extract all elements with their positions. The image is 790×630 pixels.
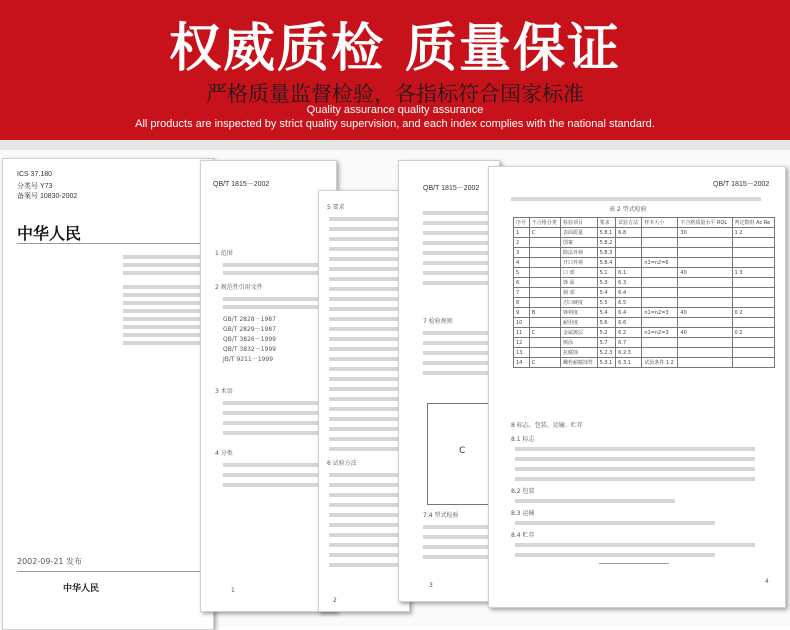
table-cell: [678, 358, 732, 368]
text-block: [329, 493, 407, 497]
banner-english-line-1: Quality assurance quality assurance: [306, 104, 484, 116]
section-title: 8.2 包装: [511, 488, 535, 495]
table-cell: [529, 318, 560, 328]
table-cell: [642, 348, 678, 358]
text-block: [329, 257, 407, 261]
banner-title: 权威质检 质量保证: [168, 19, 622, 79]
text-block: [329, 387, 407, 391]
table-cell: 5.1: [597, 268, 616, 278]
table-cell: C: [529, 328, 560, 338]
table-cell: 5.3: [597, 278, 616, 288]
text-block: [329, 357, 407, 361]
table-cell: 6.5: [616, 298, 642, 308]
table-cell: [642, 268, 678, 278]
text-block: [329, 307, 407, 311]
table-cell: 9: [514, 308, 530, 318]
text-block: [329, 327, 407, 331]
text-block: [423, 361, 495, 365]
table-cell: 2: [514, 238, 530, 248]
table-header-row: [514, 218, 775, 228]
text-block: [223, 305, 323, 309]
table-cell: [678, 298, 732, 308]
table-cell: 5.8.1: [597, 228, 616, 238]
text-block: [423, 351, 495, 355]
rule: [17, 243, 213, 244]
text-block: [423, 271, 495, 275]
text-block: [223, 473, 323, 477]
text-block: [329, 297, 407, 301]
table-cell: [642, 228, 678, 238]
table-cell: [529, 238, 560, 248]
text-block: [329, 277, 407, 281]
reference: JB/T 9211－1999: [223, 356, 274, 363]
table-cell: [678, 318, 732, 328]
column-header: 判定数组 Ac Re: [732, 218, 774, 228]
text-block: [223, 411, 323, 415]
text-block: [515, 521, 715, 525]
doc-publish-date: 2002-09-21 发布: [17, 557, 83, 566]
table-cell: 13: [514, 348, 530, 358]
section-title: 5 要求: [327, 204, 345, 211]
text-block: [329, 563, 407, 567]
table-cell: 5.4: [597, 288, 616, 298]
text-block: [329, 427, 407, 431]
type-inspection-table: [513, 217, 775, 368]
table-cell: 6.4: [616, 288, 642, 298]
table-cell: [616, 238, 642, 248]
table-row: [514, 238, 775, 248]
section-title: 6 试验方法: [327, 460, 357, 467]
table-cell: [732, 358, 774, 368]
table-cell: B: [529, 308, 560, 318]
text-block: [423, 555, 495, 559]
text-block: [515, 553, 715, 557]
text-block: [329, 503, 407, 507]
page-number: 3: [429, 582, 433, 589]
table-cell: 5.2.3: [597, 348, 616, 358]
table-cell: 耐用度: [561, 318, 598, 328]
table-row: [514, 348, 775, 358]
table-cell: 10: [514, 318, 530, 328]
doc-footer: 中华人民: [63, 584, 100, 594]
text-block: [123, 263, 203, 267]
table-cell: 刃口硬度: [561, 298, 598, 308]
reference: QB/T 3832－1999: [223, 346, 276, 353]
text-block: [515, 477, 755, 481]
table-cell: [732, 248, 774, 258]
table-cell: 5.3.1: [597, 358, 616, 368]
rule: [17, 571, 213, 572]
column-header: 不合格质量水平 RQL: [678, 218, 732, 228]
text-block: [423, 251, 495, 255]
table-cell: [529, 268, 560, 278]
table-cell: [616, 258, 642, 268]
table-cell: [642, 338, 678, 348]
text-block: [223, 263, 323, 267]
table-cell: 除法外观: [561, 248, 598, 258]
text-block: [329, 317, 407, 321]
text-block: [515, 499, 675, 503]
table-cell: 锋 面: [561, 278, 598, 288]
table-cell: 5.7: [597, 338, 616, 348]
text-block: [329, 543, 407, 547]
table-cell: 图案: [561, 238, 598, 248]
table-cell: 螺栓耐腐蚀性: [561, 358, 598, 368]
section-title: 8.1 标志: [511, 436, 535, 443]
text-block: [423, 545, 495, 549]
table-cell: 3: [514, 248, 530, 258]
text-block: [223, 463, 323, 467]
text-block: [515, 467, 755, 471]
text-block: [123, 325, 203, 329]
table-row: [514, 298, 775, 308]
table-cell: [642, 278, 678, 288]
text-block: [423, 341, 495, 345]
table-cell: 0 2: [732, 308, 774, 318]
banner-divider: [0, 140, 790, 150]
end-rule: [599, 563, 669, 564]
table-cell: 6: [514, 278, 530, 288]
table-cell: 5: [514, 268, 530, 278]
table-cell: 抗腐蚀: [561, 348, 598, 358]
table-cell: [529, 338, 560, 348]
table-title: 表 2 型式检验: [609, 206, 647, 213]
text-block: [329, 347, 407, 351]
table-cell: 40: [678, 268, 732, 278]
section-title: 3 术语: [215, 388, 233, 395]
table-cell: 5.6: [597, 318, 616, 328]
table-row: [514, 318, 775, 328]
table-cell: 柄 部: [561, 288, 598, 298]
text-block: [123, 301, 203, 305]
table-cell: [642, 288, 678, 298]
reference: GB/T 2829－1987: [223, 326, 276, 333]
table-cell: 6.7: [616, 338, 642, 348]
table-cell: n1=n2=3: [642, 308, 678, 318]
column-header: 检验项目: [561, 218, 598, 228]
table-cell: [642, 298, 678, 308]
table-cell: 6.6: [616, 318, 642, 328]
text-block: [511, 197, 761, 201]
text-block: [515, 543, 755, 547]
banner-english-line-2: All products are inspected by strict quality supervision, and each index complies with the national standard.: [135, 118, 655, 130]
table-cell: [678, 258, 732, 268]
text-block: [329, 397, 407, 401]
table-cell: [732, 318, 774, 328]
text-block: [329, 337, 407, 341]
table-row: [514, 248, 775, 258]
text-block: [329, 267, 407, 271]
table-cell: 1 3: [732, 268, 774, 278]
text-block: [329, 217, 407, 221]
table-cell: C: [459, 446, 466, 456]
table-cell: n1=n2=3: [642, 328, 678, 338]
doc-class: 分类号 Y73: [17, 183, 53, 190]
text-block: [329, 473, 407, 477]
table-cell: 6.8: [616, 228, 642, 238]
text-block: [329, 237, 407, 241]
text-block: [123, 341, 203, 345]
column-header: 试验方法: [616, 218, 642, 228]
table-row: [514, 308, 775, 318]
document-page-cover: [2, 158, 214, 630]
text-block: [223, 271, 323, 275]
doc-ics: ICS 37.180: [17, 171, 53, 178]
text-block: [329, 553, 407, 557]
table-cell: 6.4: [616, 308, 642, 318]
text-block: [423, 211, 495, 215]
page-number: 1: [231, 587, 235, 594]
text-block: [329, 377, 407, 381]
table-cell: 1: [514, 228, 530, 238]
text-block: [329, 513, 407, 517]
doc-code: QB/T 1815－2002: [213, 181, 270, 188]
table-row: [514, 278, 775, 288]
document-page-4: [398, 160, 500, 602]
text-block: [423, 535, 495, 539]
text-block: [329, 417, 407, 421]
table-cell: 6.3: [616, 278, 642, 288]
page-number: 2: [333, 597, 337, 604]
table-cell: 6.2: [616, 328, 642, 338]
text-block: [515, 457, 755, 461]
table-cell: 喷涂: [561, 338, 598, 348]
text-block: [515, 447, 755, 451]
table-row: [514, 258, 775, 268]
table-cell: 0 2: [732, 328, 774, 338]
document-page-5: [488, 166, 786, 608]
text-block: [123, 271, 203, 275]
table-cell: 表面质量: [561, 228, 598, 238]
section-title: 8.3 运输: [511, 510, 535, 517]
section-title: 7.4 型式检验: [423, 512, 459, 519]
table-cell: 12: [514, 338, 530, 348]
table-cell: C: [529, 228, 560, 238]
text-block: [329, 437, 407, 441]
table-cell: 锋利度: [561, 308, 598, 318]
table-cell: [642, 318, 678, 328]
document-stack: [0, 150, 790, 627]
table-cell: [529, 288, 560, 298]
section-title: 8.4 贮存: [511, 532, 535, 539]
doc-code: QB/T 1815－2002: [423, 185, 480, 192]
text-block: [423, 261, 495, 265]
banner-subtitle: 严格质量监督检验，各指标符合国家标准: [206, 82, 584, 106]
doc-heading: 中华人民: [17, 224, 82, 243]
text-block: [329, 523, 407, 527]
table-cell: [732, 238, 774, 248]
table-cell: [529, 348, 560, 358]
table-cell: 6.1: [616, 268, 642, 278]
section-title: 4 分类: [215, 450, 233, 457]
table-cell: 5.2: [597, 328, 616, 338]
text-block: [423, 525, 495, 529]
table-row: [514, 338, 775, 348]
table-cell: 40: [678, 308, 732, 318]
reference: QB/T 3826－1999: [223, 336, 276, 343]
table-row: [514, 288, 775, 298]
table-cell: [642, 248, 678, 258]
text-block: [123, 309, 203, 313]
text-block: [329, 287, 407, 291]
table-cell: 试验条件 1 2: [642, 358, 678, 368]
text-block: [123, 285, 203, 289]
text-block: [223, 401, 323, 405]
table-cell: 5.8.4: [597, 258, 616, 268]
page-number: 4: [765, 578, 769, 585]
table-cell: [732, 348, 774, 358]
table-cell: 5.8.3: [597, 248, 616, 258]
table-cell: 8: [514, 298, 530, 308]
text-block: [123, 293, 203, 297]
table-cell: [529, 278, 560, 288]
table-cell: 11: [514, 328, 530, 338]
table-cell: [678, 278, 732, 288]
text-block: [123, 317, 203, 321]
section-title: 1 范围: [215, 250, 233, 257]
document-page-3: [318, 190, 410, 612]
text-block: [329, 533, 407, 537]
table-cell: [642, 238, 678, 248]
section-title: 2 规范性引用文件: [215, 284, 263, 291]
doc-reg: 备案号 10830-2002: [17, 193, 78, 200]
table-cell: [732, 338, 774, 348]
table-cell: [732, 278, 774, 288]
column-header: 样本大小: [642, 218, 678, 228]
table-cell: 开口外观: [561, 258, 598, 268]
text-block: [423, 241, 495, 245]
table-cell: 口 部: [561, 268, 598, 278]
table-cell: 14: [514, 358, 530, 368]
doc-code: QB/T 1815－2002: [713, 181, 770, 188]
table-cell: 5.4: [597, 308, 616, 318]
text-block: [329, 483, 407, 487]
text-block: [423, 231, 495, 235]
section-title: 7 检验规则: [423, 318, 453, 325]
table-cell: C: [529, 358, 560, 368]
table-cell: [616, 248, 642, 258]
text-block: [423, 371, 495, 375]
table-cell: [529, 258, 560, 268]
text-block: [223, 421, 323, 425]
table-cell: 5.8.2: [597, 238, 616, 248]
table-row: [514, 268, 775, 278]
table-row: [514, 228, 775, 238]
table-cell: 金属镀层: [561, 328, 598, 338]
table-cell: [529, 298, 560, 308]
table-cell: 4: [514, 258, 530, 268]
text-block: [223, 297, 323, 301]
table-row: [514, 358, 775, 368]
table-cell: 7: [514, 288, 530, 298]
table-cell: [678, 238, 732, 248]
table-cell: [678, 348, 732, 358]
column-header: 不合格分类: [529, 218, 560, 228]
table-cell: 6.2.3: [616, 348, 642, 358]
text-block: [329, 447, 407, 451]
column-header: 要求: [597, 218, 616, 228]
table-cell: 40: [678, 328, 732, 338]
table-cell: [732, 258, 774, 268]
text-block: [329, 367, 407, 371]
text-block: [423, 221, 495, 225]
table-cell: [678, 288, 732, 298]
text-block: [423, 281, 495, 285]
table-cell: [732, 298, 774, 308]
reference: GB/T 2828－1987: [223, 316, 276, 323]
table-cell: 30: [678, 228, 732, 238]
banner: [0, 0, 790, 150]
text-block: [329, 247, 407, 251]
table-cell: n1=n2=6: [642, 258, 678, 268]
text-block: [123, 255, 203, 259]
table-cell: [678, 248, 732, 258]
section-title: 8 标志、包装、运输、贮存: [511, 422, 583, 429]
text-block: [223, 483, 323, 487]
text-block: [423, 331, 495, 335]
table-cell: [732, 288, 774, 298]
table-cell: 6.3.1: [616, 358, 642, 368]
table-cell: [678, 338, 732, 348]
table-cell: 1 2: [732, 228, 774, 238]
text-block: [223, 431, 323, 435]
table-cell: [529, 248, 560, 258]
document-page-2: [200, 160, 337, 612]
text-block: [123, 333, 203, 337]
column-header: 序号: [514, 218, 530, 228]
table-row: [514, 328, 775, 338]
text-block: [329, 407, 407, 411]
text-block: [329, 227, 407, 231]
table-cell: 5.5: [597, 298, 616, 308]
